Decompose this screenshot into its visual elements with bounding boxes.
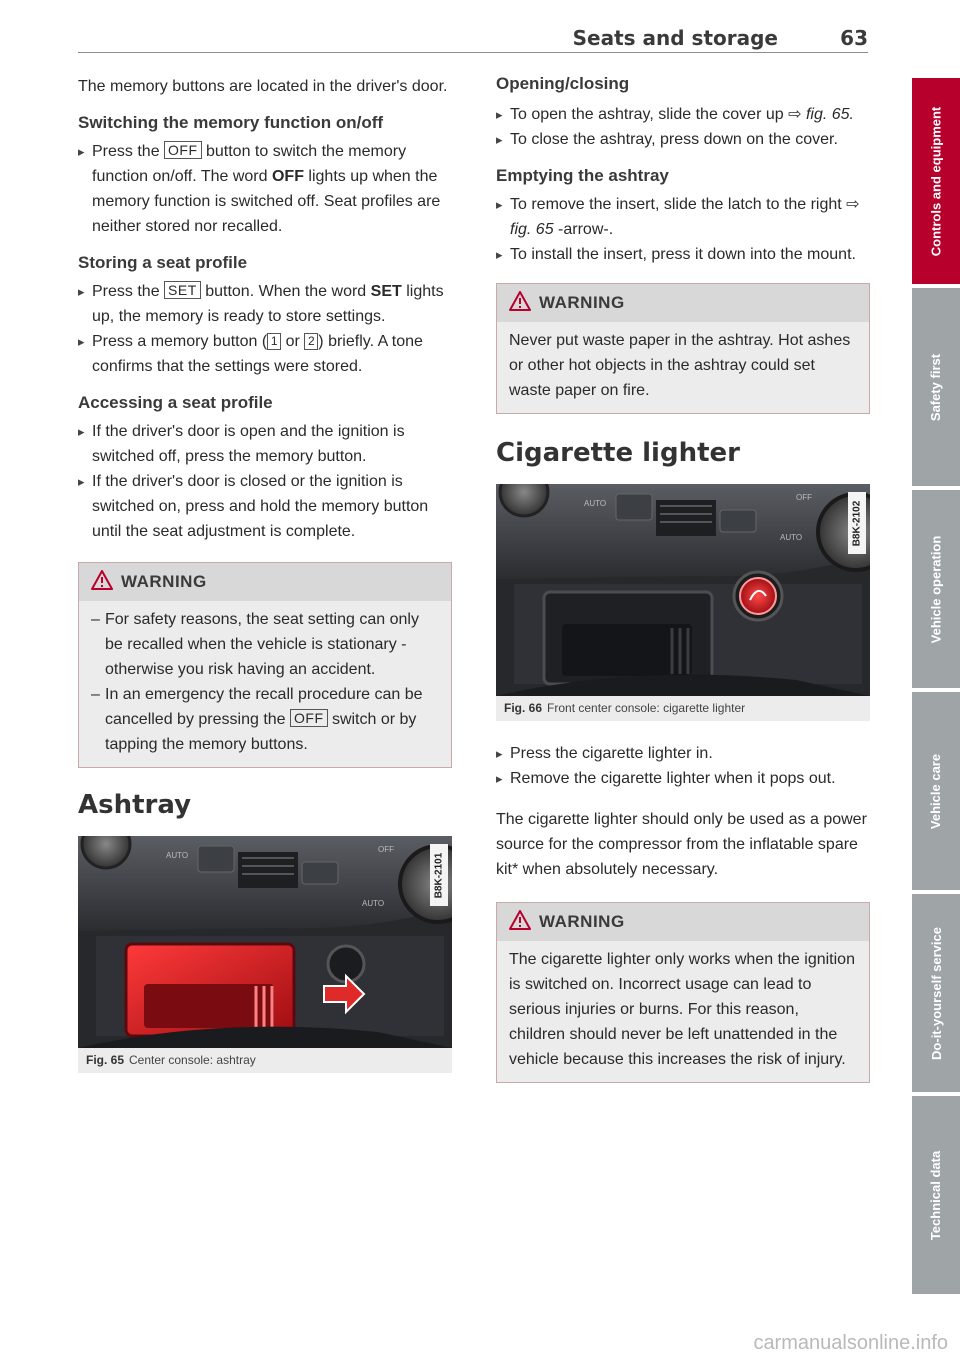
lighter-steps — [496, 741, 870, 791]
list-item: – In an emergency the recall procedure can be cancelled by pressing the OFF switch or by tapping the memory buttons. — [91, 682, 439, 757]
figure-caption: Fig. 66 Front center console: cigarette lighter — [496, 696, 870, 721]
memory-key-2: 2 — [304, 333, 318, 350]
cigarette-lighter-heading: Cigarette lighter — [496, 438, 740, 468]
accessing-steps — [78, 419, 452, 544]
off-label: OFF — [796, 493, 812, 502]
off-key-label: OFF — [290, 709, 328, 727]
emptying-steps — [496, 192, 870, 267]
accessing-heading: Accessing a seat profile — [78, 393, 273, 412]
emptying-heading: Emptying the ashtray — [496, 166, 669, 185]
list-item: ▸ To install the insert, press it down into the mount. — [496, 242, 870, 267]
warning-triangle-icon — [509, 910, 531, 935]
tab-safety-first[interactable]: Safety first — [912, 288, 960, 486]
storing-heading: Storing a seat profile — [78, 253, 248, 272]
warning-text: Never put waste paper in the ashtray. Hot ashes or other hot objects in the ashtray could set waste paper on fire. — [509, 332, 851, 399]
warning-box — [496, 902, 870, 1083]
warning-header — [79, 563, 451, 601]
auto-label: AUTO — [584, 499, 607, 508]
warning-box — [78, 562, 452, 768]
switching-steps — [78, 139, 452, 239]
list-item: ▸ Remove the cigarette lighter when it pops out. — [496, 766, 870, 791]
tab-controls-and-equipment[interactable]: Controls and equipment — [912, 78, 960, 284]
warning-header — [497, 903, 869, 941]
auto-label: AUTO — [780, 533, 803, 542]
figure-65 — [78, 836, 452, 1073]
right-column — [496, 74, 870, 1083]
page-number: 63 — [840, 26, 868, 50]
warning-body — [497, 941, 869, 1082]
list-item: ▸ If the driver's door is closed or the ignition is switched on, press and hold the memory button until the seat adjustment is complete. — [78, 469, 452, 544]
figure-reference[interactable]: ⇨ fig. 65. — [788, 106, 854, 123]
intro-text: The memory buttons are located in the driver's door. — [78, 78, 448, 95]
watermark: carmanualsonline.info — [753, 1332, 948, 1354]
switching-heading: Switching the memory function on/off — [78, 113, 384, 132]
warning-label: WARNING — [121, 572, 207, 591]
list-item: ▸ Press the OFF button to switch the memory function on/off. The word OFF lights up when the memory function is switched off. Seat profiles are neither stored nor recalled. — [78, 139, 452, 239]
figure-caption: Fig. 65 Center console: ashtray — [78, 1048, 452, 1073]
warning-box — [496, 283, 870, 414]
warning-header — [497, 284, 869, 322]
header-title: Seats and storage — [572, 26, 778, 50]
off-label: OFF — [378, 845, 394, 854]
left-column — [78, 74, 452, 1073]
lighter-paragraph: The cigarette lighter should only be used as a power source for the compressor from the inflatable spare kit* when absolutely necessary. — [496, 811, 867, 878]
ashtray-heading: Ashtray — [78, 790, 192, 820]
ashtray-photo — [78, 836, 452, 1048]
auto-label: AUTO — [362, 899, 385, 908]
set-key-label: SET — [164, 281, 201, 299]
cigarette-lighter-photo — [496, 484, 870, 696]
storing-steps — [78, 279, 452, 379]
figure-code: B8K-2101 — [430, 844, 448, 906]
off-key-label: OFF — [164, 141, 202, 159]
memory-key-1: 1 — [267, 333, 281, 350]
figure-66 — [496, 484, 870, 721]
list-item: ▸ Press a memory button ( 1 or 2 ) briefly. A tone confirms that the settings were stored. — [78, 329, 452, 379]
tab-vehicle-operation[interactable]: Vehicle operation — [912, 490, 960, 688]
warning-text: The cigarette lighter only works when the ignition is switched on. Incorrect usage can lead to serious injuries or burns. For this reason, children should never be left unattended in the vehicle because this increases the risk of injury. — [509, 951, 855, 1068]
warning-triangle-icon — [509, 291, 531, 316]
page-header — [78, 26, 868, 53]
warning-label: WARNING — [539, 293, 625, 312]
warning-body — [79, 601, 451, 767]
list-item: ▸ If the driver's door is open and the ignition is switched off, press the memory button. — [78, 419, 452, 469]
list-item: ▸ To close the ashtray, press down on the cover. — [496, 127, 870, 152]
list-item: – For safety reasons, the seat setting can only be recalled when the vehicle is stationary - otherwise you risk having an accident. — [91, 607, 439, 682]
figure-code: B8K-2102 — [848, 492, 866, 554]
opening-heading: Opening/closing — [496, 74, 630, 93]
warning-triangle-icon — [91, 570, 113, 595]
tab-vehicle-care[interactable]: Vehicle care — [912, 692, 960, 890]
tab-technical-data[interactable]: Technical data — [912, 1096, 960, 1294]
list-item: ▸ Press the SET button. When the word SET lights up, the memory is ready to store settings. — [78, 279, 452, 329]
tab-do-it-yourself-service[interactable]: Do-it-yourself service — [912, 894, 960, 1092]
list-item: ▸ Press the cigarette lighter in. — [496, 741, 870, 766]
warning-body — [497, 322, 869, 413]
list-item: ▸ To remove the insert, slide the latch to the right ⇨ fig. 65 -arrow-. — [496, 192, 870, 242]
list-item: ▸ To open the ashtray, slide the cover up ⇨ fig. 65. — [496, 102, 870, 127]
figure-reference[interactable]: ⇨ fig. 65 — [510, 196, 860, 238]
auto-label: AUTO — [166, 851, 189, 860]
opening-steps — [496, 102, 870, 152]
warning-label: WARNING — [539, 912, 625, 931]
